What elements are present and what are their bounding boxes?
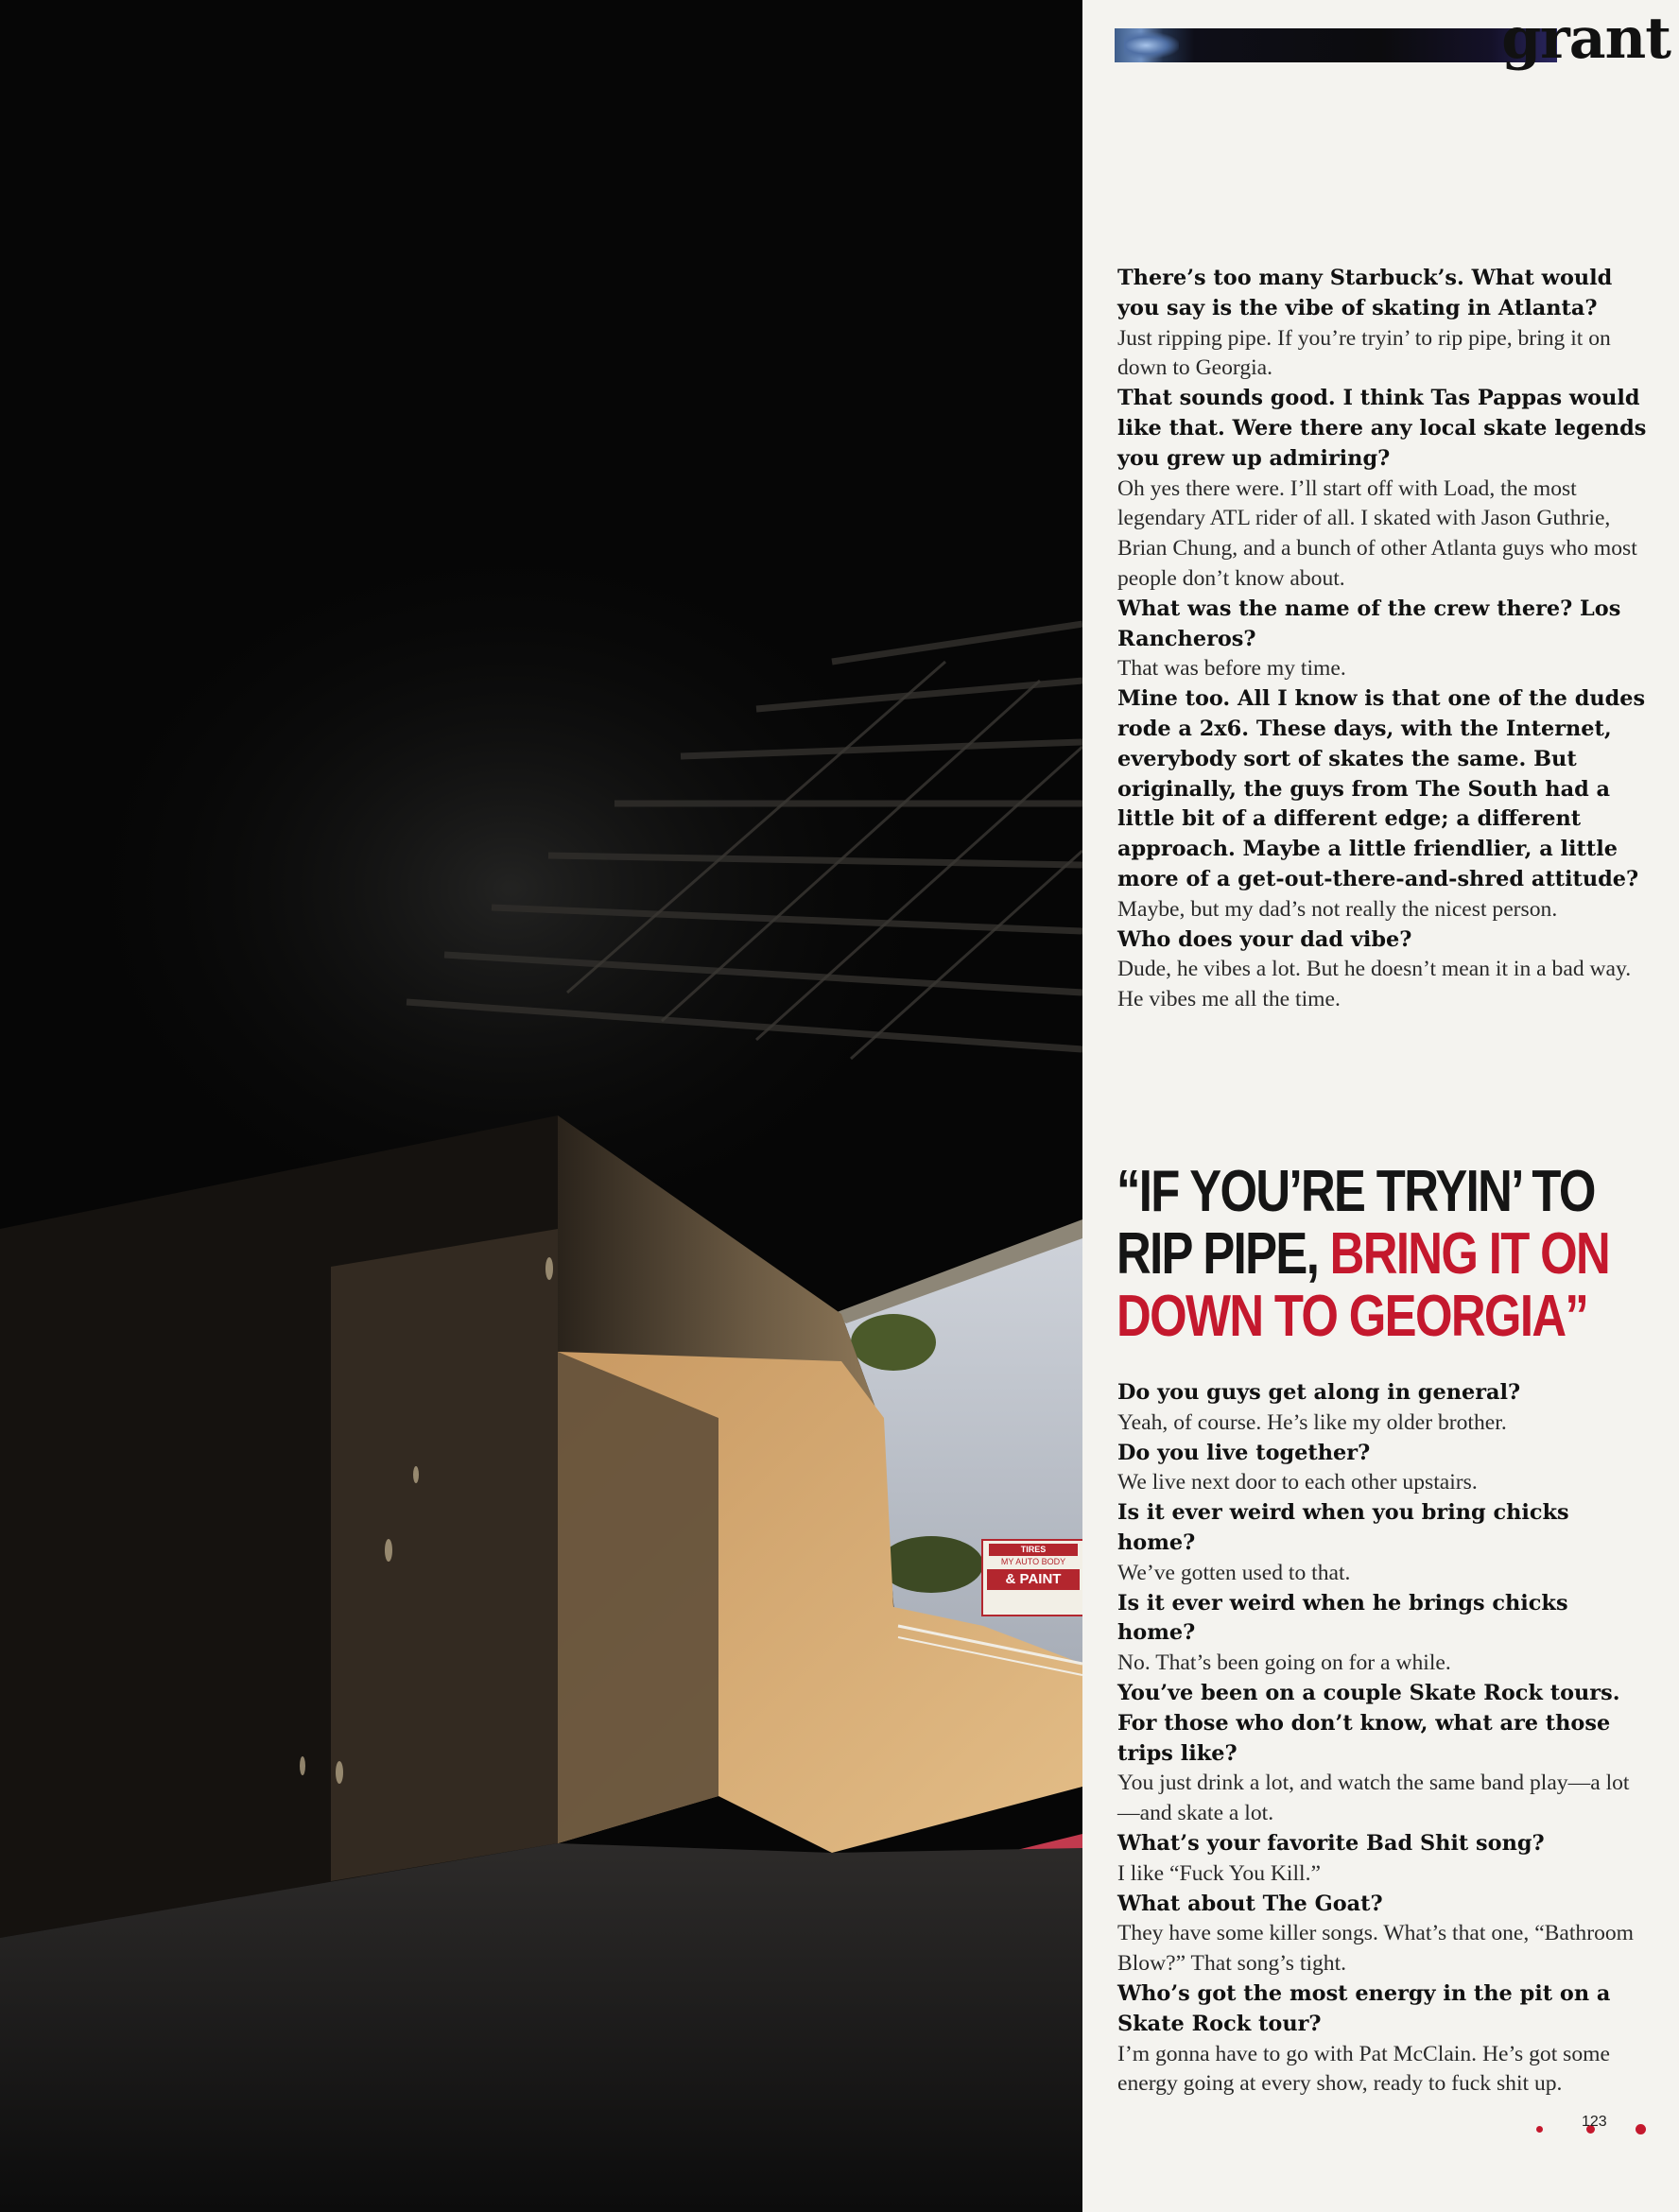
interview-answer: Oh yes there were. I’ll start off with Load, the most legendary ATL rider of all. I skated with Jason Guthrie, Brian Chung, and a bunch of other Atlanta guys who most people don’t know about.	[1117, 475, 1637, 591]
interview-question: What was the name of the crew there? Los Rancheros?	[1117, 596, 1621, 651]
interview-question: What about The Goat?	[1117, 1891, 1383, 1916]
interview-question: Do you guys get along in general?	[1117, 1380, 1521, 1405]
interview-answer: That was before my time.	[1117, 656, 1346, 682]
footer-dot	[1636, 2124, 1646, 2134]
interview-answer: Yeah, of course. He’s like my older brother.	[1117, 1409, 1507, 1435]
sign-line-tires: TIRES	[989, 1544, 1078, 1556]
interview-question: What’s your favorite Bad Shit song?	[1117, 1830, 1545, 1856]
roadside-sign	[981, 1539, 1082, 1616]
pull-quote-red: BRING IT ON DOWN TO GEORGIA”	[1116, 1221, 1610, 1349]
interview-question: That sounds good. I think Tas Pappas would like that. Were there any local skate legends you grew up admiring?	[1117, 386, 1647, 471]
pull-quote	[1116, 1161, 1659, 1348]
page-number: 123	[1582, 2114, 1607, 2130]
interview-answer: We’ve gotten used to that.	[1117, 1560, 1351, 1585]
sign-line-auto-body: MY AUTO BODY	[1000, 1557, 1066, 1566]
interview-question: Who’s got the most energy in the pit on a Skate Rock tour?	[1117, 1980, 1611, 2036]
interview-answer: I like “Fuck You Kill.”	[1117, 1860, 1321, 1886]
interview-question: Is it ever weird when you bring chicks home?	[1117, 1500, 1569, 1555]
interview-question: Is it ever weird when he brings chicks home?	[1117, 1590, 1568, 1646]
interview-answer: Maybe, but my dad’s not really the nicest person.	[1117, 896, 1558, 922]
pull-quote-black: “IF YOU’RE TRYIN’ TO RIP PIPE,	[1116, 1159, 1595, 1287]
interview-bottom	[1117, 1378, 1647, 2100]
interview-answer: I’m gonna have to go with Pat McClain. He’s got some energy going at every show, ready to fuck shit up.	[1117, 2041, 1610, 2097]
interview-question: Mine too. All I know is that one of the dudes rode a 2x6. These days, with the Internet, everybody sort of skates the same. But originally, the guys from The South had a little bit of a different edge; a different approach. Maybe a little friendlier, a little more of a get-out-there-and-shred attitude?	[1117, 686, 1646, 891]
interview-answer: We live next door to each other upstairs.	[1117, 1470, 1478, 1495]
interview-question: Do you live together?	[1117, 1440, 1371, 1465]
footer-dots	[1394, 2116, 1584, 2144]
sign-line-paint: & PAINT	[987, 1569, 1080, 1590]
interview-answer: You just drink a lot, and watch the same band play—a lot—and skate a lot.	[1117, 1771, 1630, 1826]
interview-answer: Dude, he vibes a lot. But he doesn’t mean it in a bad way. He vibes me all the time.	[1117, 957, 1632, 1012]
footer-dot	[1536, 2126, 1543, 2133]
interview-top	[1117, 264, 1647, 1015]
header-bar-graphic	[1124, 32, 1179, 59]
interview-question: You’ve been on a couple Skate Rock tours. For those who don’t know, what are those trips like?	[1117, 1680, 1620, 1766]
text-column	[1082, 0, 1679, 2212]
interview-answer: Just ripping pipe. If you’re tryin’ to rip pipe, bring it on down to Georgia.	[1117, 325, 1611, 381]
interview-question: There’s too many Starbuck’s. What would you say is the vibe of skating in Atlanta?	[1117, 266, 1613, 320]
section-name: grant	[1501, 6, 1670, 72]
interview-answer: No. That’s been going on for a while.	[1117, 1650, 1451, 1676]
interview-question: Who does your dad vibe?	[1117, 926, 1412, 952]
interview-answer: They have some killer songs. What’s that one, “Bathroom Blow?” That song’s tight.	[1117, 1921, 1635, 1977]
